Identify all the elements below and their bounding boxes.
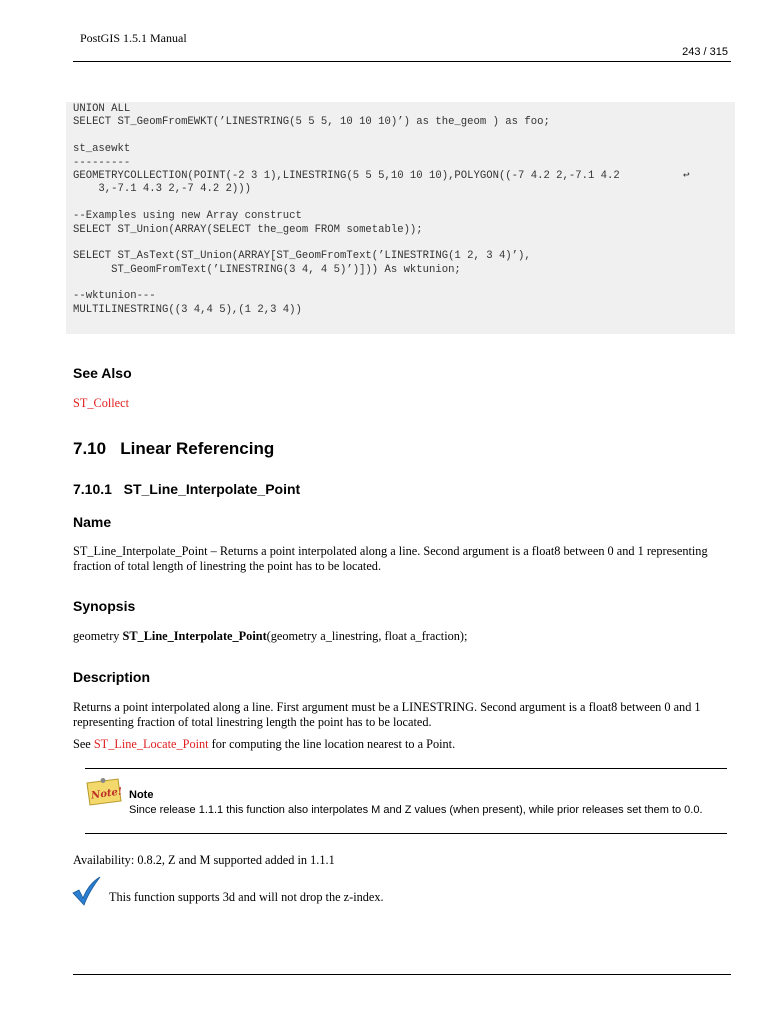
name-heading: Name <box>73 514 112 530</box>
code-block <box>66 102 735 334</box>
code-line <box>73 277 728 290</box>
code-line: SELECT ST_Union(ARRAY(SELECT the_geom FROM sometable)); <box>73 223 423 236</box>
description-see-also <box>73 737 733 752</box>
code-line: SELECT ST_AsText(ST_Union(ARRAY[ST_GeomFromText(’LINESTRING(1 2, 3 4)’), <box>73 250 531 263</box>
section-title: Linear Referencing <box>120 439 275 458</box>
section-number: 7.10 <box>73 439 107 458</box>
page-number: 243 / 315 <box>682 46 728 58</box>
description-text: Returns a point interpolated along a line. First argument must be a LINESTRING. Second argument is a float8 between 0 and 1 representing fraction of total linestring length the point has to be located. <box>73 700 701 729</box>
description-heading: Description <box>73 669 151 685</box>
code-line <box>73 197 728 210</box>
subsection-heading <box>73 481 300 497</box>
code-line: 3,-7.1 4.3 2,-7 4.2 2))) <box>73 183 252 196</box>
code-line: st_asewkt <box>73 143 131 156</box>
code-line: SELECT ST_GeomFromEWKT(’LINESTRING(5 5 5, 10 10 10)’) as the_geom ) as foo; <box>73 116 550 129</box>
see-suffix: for computing the line location nearest to a Point. <box>208 737 456 751</box>
note-text: Since release 1.1.1 this function also interpolates M and Z values (when present), while prior releases set them to 0.0. <box>129 804 703 816</box>
note-icon-label: Note! <box>90 786 123 802</box>
code-line: --------- <box>73 156 131 169</box>
subsection-title: ST_Line_Interpolate_Point <box>123 481 301 497</box>
see-also-paragraph <box>73 396 733 411</box>
checkmark-icon <box>71 876 101 906</box>
section-heading <box>73 439 274 459</box>
line-wrap-icon: ↩ <box>683 169 690 182</box>
name-text: ST_Line_Interpolate_Point – Returns a point interpolated along a line. Second argument is a float8 between 0 and 1 representing fraction of total length of linestring the point has to be located. <box>73 544 708 573</box>
synopsis-heading: Synopsis <box>73 598 136 614</box>
code-line: ST_GeomFromText(’LINESTRING(3 4, 4 5)’)])) As wktunion; <box>73 263 461 276</box>
note-title: Note <box>129 789 154 801</box>
code-line: GEOMETRYCOLLECTION(POINT(-2 3 1),LINESTRING(5 5 5,10 10 10),POLYGON((-7 4.2 2,-7.1 4.2 ↩ <box>73 169 690 182</box>
header-divider <box>73 61 731 62</box>
supports-3d-text: This function supports 3d and will not drop the z-index. <box>109 890 384 904</box>
code-line: MULTILINESTRING((3 4,4 5),(1 2,3 4)) <box>73 303 302 316</box>
synopsis-return-type: geometry <box>73 629 123 643</box>
synopsis-args: (geometry a_linestring, float a_fraction); <box>266 629 468 643</box>
code-line: --Examples using new Array construct <box>73 210 302 223</box>
see-also-heading: See Also <box>73 365 132 381</box>
st-collect-link[interactable]: ST_Collect <box>73 396 130 410</box>
code-line: UNION ALL <box>73 103 131 115</box>
subsection-number: 7.10.1 <box>73 481 112 497</box>
code-line <box>73 130 728 143</box>
note-box <box>85 768 727 834</box>
manual-title: PostGIS 1.5.1 Manual <box>80 31 187 45</box>
code-line: --wktunion--- <box>73 290 156 303</box>
footer-divider <box>73 974 731 975</box>
code-line <box>73 237 728 250</box>
st-line-locate-point-link[interactable]: ST_Line_Locate_Point <box>93 737 209 751</box>
synopsis-text <box>73 629 733 644</box>
availability-text: Availability: 0.8.2, Z and M supported added in 1.1.1 <box>73 853 335 867</box>
synopsis-function-name: ST_Line_Interpolate_Point <box>122 629 267 643</box>
see-prefix: See <box>73 737 94 751</box>
note-icon <box>85 777 123 807</box>
